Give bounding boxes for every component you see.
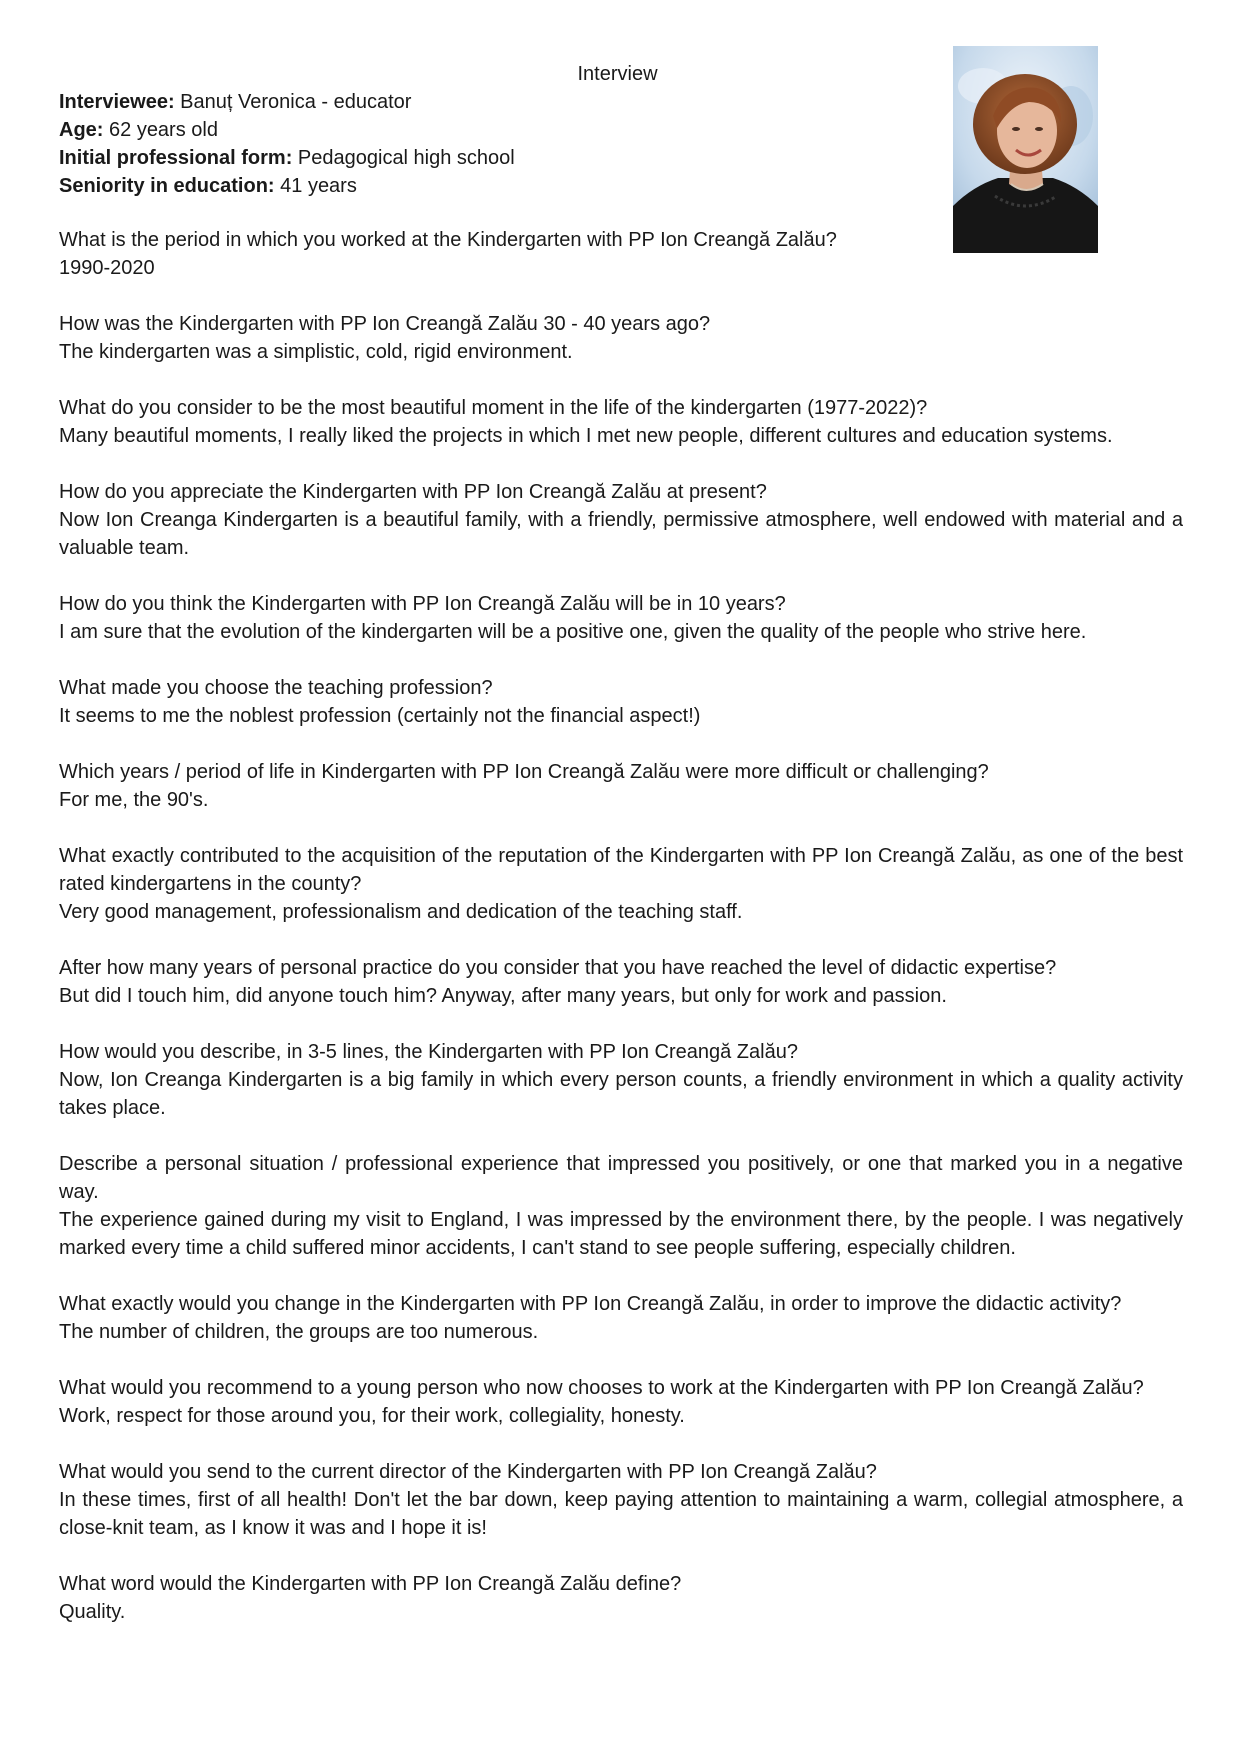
qa-item [59,954,1183,1010]
qa-item [59,590,1183,646]
question: How do you think the Kindergarten with PP Ion Creangă Zalău will be in 10 years? [59,593,786,615]
interviewee-info [59,88,919,200]
meta-key: Age: [59,119,104,141]
question: How was the Kindergarten with PP Ion Creangă Zalău 30 - 40 years ago? [59,313,711,335]
answer: The experience gained during my visit to England, I was impressed by the environment there, by the people. I was negatively marked every time a child suffered minor accidents, I can't stand to see people suffering, especially children. [59,1209,1183,1259]
qa-item [59,394,1183,450]
question: What would you recommend to a young person who now chooses to work at the Kindergarten with PP Ion Creangă Zalău? [59,1377,1144,1399]
question: How do you appreciate the Kindergarten with PP Ion Creangă Zalău at present? [59,481,767,503]
answer: 1990-2020 [59,257,155,279]
answer: The kindergarten was a simplistic, cold, rigid environment. [59,341,573,363]
interview-qa [59,226,1183,1654]
meta-interviewee [59,88,919,116]
question: What exactly contributed to the acquisition of the reputation of the Kindergarten with PP Ion Creangă Zalău, as one of the best rated kindergartens in the county? [59,845,1183,895]
meta-value: Pedagogical high school [292,147,515,169]
meta-seniority [59,172,919,200]
answer: Now Ion Creanga Kindergarten is a beautiful family, with a friendly, permissive atmosphere, well endowed with material and a valuable team. [59,509,1183,559]
question: Describe a personal situation / professional experience that impressed you positively, or one that marked you in a negative way. [59,1153,1183,1203]
meta-key: Initial professional form: [59,147,293,169]
answer: But did I touch him, did anyone touch him? Anyway, after many years, but only for work and passion. [59,985,947,1007]
portrait-image [953,46,1098,253]
qa-item [59,1290,1183,1346]
qa-item [59,842,1183,926]
answer: I am sure that the evolution of the kindergarten will be a positive one, given the quality of the people who strive here. [59,621,1087,643]
qa-item [59,1570,1183,1626]
meta-value: 62 years old [103,119,218,141]
question: Which years / period of life in Kindergarten with PP Ion Creangă Zalău were more difficult or challenging? [59,761,989,783]
answer: Quality. [59,1601,126,1623]
question: What word would the Kindergarten with PP Ion Creangă Zalău define? [59,1573,682,1595]
question: What is the period in which you worked at the Kindergarten with PP Ion Creangă Zalău? [59,229,837,251]
meta-key: Seniority in education: [59,175,275,197]
question: What exactly would you change in the Kindergarten with PP Ion Creangă Zalău, in order to improve the didactic activity? [59,1293,1122,1315]
answer: For me, the 90's. [59,789,209,811]
meta-value: Banuț Veronica - educator [174,91,412,113]
qa-item [59,310,1183,366]
answer: Work, respect for those around you, for their work, collegiality, honesty. [59,1405,685,1427]
qa-item [59,478,1183,562]
question: What would you send to the current director of the Kindergarten with PP Ion Creangă Zalău? [59,1461,877,1483]
answer: In these times, first of all health! Don't let the bar down, keep paying attention to maintaining a warm, collegial atmosphere, a close-knit team, as I know it was and I hope it is! [59,1489,1183,1539]
qa-item [59,1374,1183,1430]
meta-key: Interviewee: [59,91,175,113]
qa-item [59,1038,1183,1122]
answer: Now, Ion Creanga Kindergarten is a big family in which every person counts, a friendly environment in which a quality activity takes place. [59,1069,1183,1119]
meta-value: 41 years [274,175,357,197]
qa-item [59,674,1183,730]
question: What do you consider to be the most beautiful moment in the life of the kindergarten (1977-2022)? [59,397,928,419]
answer: The number of children, the groups are too numerous. [59,1321,539,1343]
question: What made you choose the teaching profession? [59,677,493,699]
answer: Very good management, professionalism and dedication of the teaching staff. [59,901,743,923]
answer: Many beautiful moments, I really liked the projects in which I met new people, different cultures and education systems. [59,425,1113,447]
qa-item [59,226,1183,282]
qa-item [59,758,1183,814]
question: How would you describe, in 3-5 lines, the Kindergarten with PP Ion Creangă Zalău? [59,1041,798,1063]
qa-item [59,1458,1183,1542]
meta-professional-form [59,144,919,172]
interviewee-photo [953,46,1098,253]
qa-item [59,1150,1183,1262]
answer: It seems to me the noblest profession (certainly not the financial aspect!) [59,705,701,727]
document-title-text: Interview [577,63,658,85]
meta-age [59,116,919,144]
question: After how many years of personal practice do you consider that you have reached the level of didactic expertise? [59,957,1057,979]
